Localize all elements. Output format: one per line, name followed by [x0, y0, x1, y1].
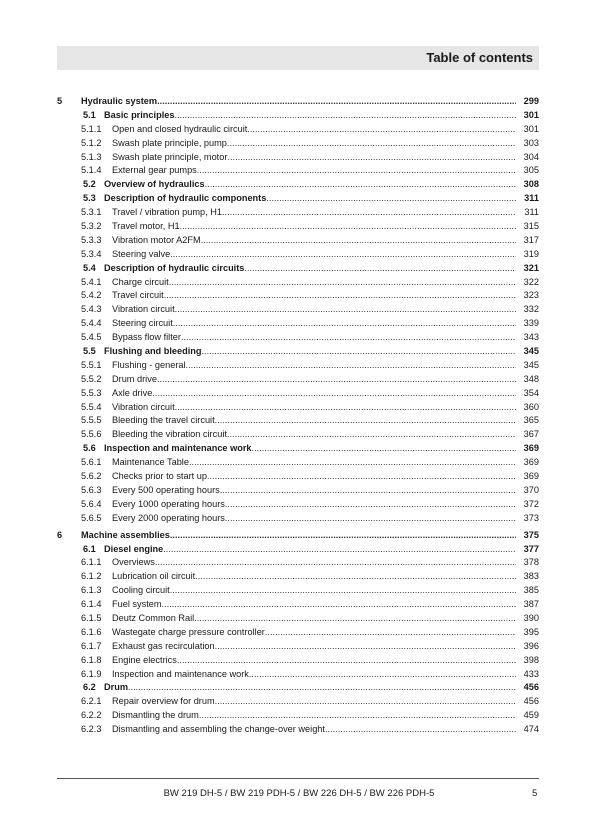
toc-entry[interactable]	[57, 484, 539, 498]
toc-leader-dots	[225, 512, 516, 526]
toc-entry[interactable]	[57, 442, 539, 456]
toc-entry[interactable]	[57, 331, 539, 345]
toc-entry-title-wrap	[112, 276, 516, 290]
toc-leader-dots	[215, 640, 516, 654]
toc-entry[interactable]	[57, 303, 539, 317]
toc-entry-page: 317	[523, 234, 539, 245]
toc-entry-title: Flushing - general	[112, 359, 186, 370]
toc-entry[interactable]	[57, 709, 539, 723]
toc-entry-title: Bypass flow filter	[112, 332, 181, 343]
toc-leader-dots	[175, 303, 516, 317]
toc-leader-dots	[325, 723, 516, 737]
toc-leader-dots	[157, 95, 516, 109]
toc-entry[interactable]	[57, 456, 539, 470]
toc-entry-number: 5.6.2	[81, 471, 102, 482]
toc-entry-page: 369	[523, 443, 539, 454]
toc-leader-dots	[163, 543, 516, 557]
toc-entry-number: 5.4.4	[81, 318, 102, 329]
toc-entry-number: 5.3	[83, 193, 96, 204]
toc-entry[interactable]	[57, 95, 539, 109]
toc-entry-title: Travel motor, H1	[112, 221, 180, 232]
toc-entry-title-wrap	[112, 373, 516, 387]
toc-entry-number: 5.5.4	[81, 401, 102, 412]
toc-entry-title-wrap	[112, 317, 516, 331]
toc-leader-dots	[162, 598, 516, 612]
toc-leader-dots	[174, 109, 516, 123]
toc-entry-title: Overviews	[112, 557, 155, 568]
toc-entry-title-wrap	[112, 668, 516, 682]
toc-entry-number: 5.4.2	[81, 290, 102, 301]
toc-entry-number: 6.1.4	[81, 599, 102, 610]
toc-entry-page: 311	[524, 207, 539, 218]
toc-leader-dots	[265, 626, 516, 640]
toc-entry-title: Swash plate principle, pump	[112, 137, 227, 148]
toc-entry-number: 5.5.2	[81, 373, 102, 384]
toc-entry[interactable]	[57, 695, 539, 709]
toc-entry-number: 5.5.1	[81, 359, 102, 370]
toc-entry-page: 377	[523, 543, 539, 554]
toc-entry[interactable]	[57, 498, 539, 512]
toc-entry-number: 6.2.1	[81, 696, 102, 707]
toc-entry-title: Cooling circuit	[112, 585, 170, 596]
toc-leader-dots	[180, 220, 516, 234]
footer-models: BW 219 DH-5 / BW 219 PDH-5 / BW 226 DH-5 / BW 226 PDH-5	[163, 788, 435, 799]
footer-page-number: 5	[532, 788, 538, 799]
toc-entry-number: 5.3.1	[81, 207, 102, 218]
toc-entry-title: Repair overview for drum	[112, 696, 215, 707]
toc-entry[interactable]	[57, 345, 539, 359]
toc-entry-title-wrap	[112, 137, 516, 151]
toc-entry-title-wrap	[104, 178, 516, 192]
toc-entry-title-wrap	[104, 109, 516, 123]
toc-entry-number: 6	[57, 529, 63, 540]
toc-entry[interactable]	[57, 373, 539, 387]
toc-entry-page: 390	[523, 612, 539, 623]
toc-entry-title: Bleeding the vibration circuit	[112, 429, 227, 440]
toc-entry[interactable]	[57, 359, 539, 373]
toc-entry-page: 319	[523, 248, 539, 259]
toc-entry-title-wrap	[81, 95, 516, 109]
toc-entry-title-wrap	[112, 598, 516, 612]
toc-leader-dots	[249, 668, 516, 682]
toc-entry-number: 5.2	[83, 179, 96, 190]
toc-entry-title-wrap	[112, 164, 516, 178]
toc-entry-title: Vibration motor A2FM	[112, 234, 201, 245]
toc-entry-number: 5.4	[83, 262, 96, 273]
toc-entry-page: 396	[523, 640, 539, 651]
header-bar	[57, 46, 539, 70]
toc-entry-title-wrap	[112, 640, 516, 654]
toc-entry-number: 6.1	[83, 543, 96, 554]
toc-entry-page: 360	[523, 401, 539, 412]
toc-entry-number: 5.5.3	[81, 387, 102, 398]
toc-entry-page: 433	[523, 668, 539, 679]
toc-entry-title-wrap	[112, 220, 516, 234]
toc-entry[interactable]	[57, 584, 539, 598]
toc-entry-page: 339	[523, 318, 539, 329]
toc-entry-page: 301	[523, 123, 539, 134]
toc-leader-dots	[252, 442, 516, 456]
toc-entry-page: 308	[523, 179, 539, 190]
toc-leader-dots	[222, 206, 516, 220]
toc-leader-dots	[220, 484, 516, 498]
toc-entry[interactable]	[57, 401, 539, 415]
toc-leader-dots	[186, 359, 516, 373]
toc-entry-number: 6.2.2	[81, 710, 102, 721]
toc-entry-page: 303	[523, 137, 539, 148]
toc-entry-title-wrap	[104, 543, 516, 557]
toc-entry-number: 6.1.5	[81, 612, 102, 623]
toc-entry-title-wrap	[104, 262, 516, 276]
toc-leader-dots	[227, 151, 516, 165]
toc-entry-title: Dismantling and assembling the change-over weight	[112, 724, 325, 735]
toc-entry-title: Travel circuit	[112, 290, 164, 301]
toc-leader-dots	[225, 498, 516, 512]
toc-entry[interactable]	[57, 387, 539, 401]
toc-leader-dots	[170, 248, 516, 262]
toc-entry-title: Wastegate charge pressure controller	[112, 626, 265, 637]
toc-entry-page: 332	[523, 304, 539, 315]
toc-leader-dots	[177, 654, 516, 668]
toc-entry[interactable]	[57, 289, 539, 303]
toc-leader-dots	[202, 345, 517, 359]
toc-entry-page: 321	[523, 262, 539, 273]
toc-entry-page: 348	[523, 373, 539, 384]
toc-leader-dots	[152, 387, 516, 401]
toc-entry-number: 6.1.7	[81, 640, 102, 651]
toc-entry-title: Drum drive	[112, 373, 157, 384]
toc-entry-number: 5.6.4	[81, 498, 102, 509]
toc-entry[interactable]	[57, 570, 539, 584]
toc-entry-number: 5.5	[83, 346, 96, 357]
toc-entry-title: Lubrication oil circuit	[112, 571, 196, 582]
toc-entry-title-wrap	[112, 626, 516, 640]
toc-leader-dots	[201, 234, 516, 248]
toc-leader-dots	[215, 695, 516, 709]
toc-entry-number: 5.1.3	[81, 151, 102, 162]
toc-entry[interactable]	[57, 626, 539, 640]
toc-entry-title-wrap	[112, 303, 516, 317]
toc-entry-number: 5.6.3	[81, 484, 102, 495]
toc-entry[interactable]	[57, 234, 539, 248]
toc-leader-dots	[157, 373, 516, 387]
toc-leader-dots	[199, 709, 516, 723]
toc-entry-title-wrap	[112, 456, 516, 470]
toc-entry[interactable]	[57, 612, 539, 626]
toc-leader-dots	[189, 456, 516, 470]
toc-entry-title: Checks prior to start up	[112, 471, 207, 482]
toc-entry[interactable]	[57, 109, 539, 123]
toc-entry-title-wrap	[112, 206, 516, 220]
toc-leader-dots	[266, 192, 516, 206]
toc-leader-dots	[170, 584, 516, 598]
toc-entry-number: 5	[57, 96, 63, 106]
toc-entry-number: 6.1.1	[81, 557, 102, 568]
toc-entry[interactable]	[57, 543, 539, 557]
toc-entry-number: 5.1.2	[81, 137, 102, 148]
toc-entry-title: Steering circuit	[112, 318, 173, 329]
toc-entry-number: 6.1.3	[81, 585, 102, 596]
toc-entry[interactable]	[57, 668, 539, 682]
toc-entry-page: 304	[523, 151, 539, 162]
toc-leader-dots	[197, 164, 516, 178]
toc-entry-title-wrap	[112, 498, 516, 512]
toc-entry[interactable]	[57, 248, 539, 262]
toc-entry-title-wrap	[112, 428, 516, 442]
toc-entry[interactable]	[57, 317, 539, 331]
toc-entry-number: 6.2.3	[81, 724, 102, 735]
toc-entry-title: Steering valve	[112, 248, 171, 259]
toc-entry[interactable]	[57, 164, 539, 178]
toc-entry[interactable]	[57, 276, 539, 290]
toc-entry-title-wrap	[112, 470, 516, 484]
toc-leader-dots	[207, 470, 516, 484]
toc-entry-title-wrap	[112, 331, 516, 345]
toc-entry-title-wrap	[112, 723, 516, 737]
toc-entry-page: 323	[523, 290, 539, 301]
toc-entry[interactable]	[57, 640, 539, 654]
toc-entry[interactable]	[57, 723, 539, 737]
toc-entry[interactable]	[57, 654, 539, 668]
toc-entry-title: Vibration circuit	[112, 304, 175, 315]
toc-entry-page: 369	[523, 471, 539, 482]
toc-entry-title: Axle drive	[112, 387, 153, 398]
toc-entry-number: 5.4.5	[81, 332, 102, 343]
toc-entry[interactable]	[57, 681, 539, 695]
toc-entry-title: Drum	[104, 682, 128, 693]
toc-entry[interactable]	[57, 192, 539, 206]
toc-leader-dots	[169, 276, 516, 290]
toc-entry[interactable]	[57, 556, 539, 570]
toc-entry-title-wrap	[104, 681, 516, 695]
toc-entry-number: 5.4.3	[81, 304, 102, 315]
toc-entry-title: Description of hydraulic circuits	[104, 262, 245, 273]
toc-entry-title: Overview of hydraulics	[104, 179, 205, 190]
toc-entry-page: 354	[523, 387, 539, 398]
toc-entry-title: Maintenance Table	[112, 457, 189, 468]
toc-entry[interactable]	[57, 123, 539, 137]
toc-entry-page: 345	[523, 346, 539, 357]
toc-leader-dots	[181, 331, 516, 345]
toc-entry-page: 474	[523, 724, 539, 735]
toc-entry-title-wrap	[112, 414, 516, 428]
toc-entry-title-wrap	[112, 584, 516, 598]
toc-entry-title-wrap	[104, 442, 516, 456]
toc-entry-page: 373	[523, 512, 539, 523]
toc-entry-page: 459	[523, 710, 539, 721]
toc-entry-page: 301	[523, 109, 539, 120]
toc-entry-page: 305	[523, 165, 539, 176]
toc-leader-dots	[170, 529, 516, 543]
toc-entry[interactable]	[57, 137, 539, 151]
toc-entry-number: 5.6.5	[81, 512, 102, 523]
toc-leader-dots	[164, 289, 516, 303]
toc-entry-title: Machine assemblies	[81, 529, 170, 540]
toc-entry-number: 5.6	[83, 443, 96, 454]
toc-entry-title: Travel / vibration pump, H1	[112, 207, 222, 218]
toc-entry-number: 5.1.4	[81, 165, 102, 176]
toc-entry-title-wrap	[112, 123, 516, 137]
toc-leader-dots	[244, 262, 516, 276]
toc-entry-title: Open and closed hydraulic circuit	[112, 123, 248, 134]
toc-leader-dots	[194, 612, 516, 626]
toc-entry-title: Hydraulic system	[81, 96, 158, 106]
toc-entry-number: 6.1.6	[81, 626, 102, 637]
toc-entry-number: 6.2	[83, 682, 96, 693]
toc-entry-number: 5.3.4	[81, 248, 102, 259]
toc-entry-title-wrap	[112, 484, 516, 498]
toc-entry-title-wrap	[112, 512, 516, 526]
toc-entry-number: 5.3.2	[81, 221, 102, 232]
toc-entry-page: 456	[523, 682, 539, 693]
toc-entry-page: 398	[523, 654, 539, 665]
toc-entry[interactable]	[57, 178, 539, 192]
toc-entry-title: Every 1000 operating hours	[112, 498, 225, 509]
toc-entry-title: External gear pumps	[112, 165, 197, 176]
toc-leader-dots	[173, 317, 516, 331]
toc-entry-number: 6.1.9	[81, 668, 102, 679]
toc-entry-page: 322	[523, 276, 539, 287]
toc-entry-title: Flushing and bleeding	[104, 346, 202, 357]
toc-leader-dots	[128, 681, 516, 695]
toc-entry-title: Inspection and maintenance work	[104, 443, 252, 454]
toc-entry-page: 365	[523, 415, 539, 426]
toc-entry-title-wrap	[81, 529, 516, 543]
footer-divider	[57, 778, 539, 779]
toc-leader-dots	[227, 428, 516, 442]
toc-entry-title: Description of hydraulic components	[104, 193, 267, 204]
toc-leader-dots	[195, 570, 516, 584]
toc-entry-title-wrap	[112, 359, 516, 373]
toc-leader-dots	[247, 123, 516, 137]
page-title: Table of contents	[426, 50, 533, 65]
toc-entry[interactable]	[57, 529, 539, 543]
toc-entry-title: Inspection and maintenance work	[112, 668, 249, 679]
toc-entry-title-wrap	[112, 556, 516, 570]
toc-entry-title-wrap	[104, 192, 516, 206]
toc-entry-title-wrap	[112, 570, 516, 584]
toc-entry-title: Fuel system	[112, 599, 162, 610]
toc-entry-page: 372	[523, 498, 539, 509]
toc-entry[interactable]	[57, 151, 539, 165]
toc-entry-number: 5.5.5	[81, 415, 102, 426]
toc-entry-number: 5.6.1	[81, 457, 102, 468]
toc-entry-number: 5.3.3	[81, 234, 102, 245]
toc-entry-number: 6.1.2	[81, 571, 102, 582]
toc-entry-title: Exhaust gas recirculation	[112, 640, 215, 651]
toc-entry-title-wrap	[112, 234, 516, 248]
toc-leader-dots	[155, 556, 516, 570]
toc-entry-title: Deutz Common Rail	[112, 612, 195, 623]
toc-entry[interactable]	[57, 414, 539, 428]
toc-entry-page: 456	[523, 696, 539, 707]
toc-entry-page: 367	[523, 429, 539, 440]
toc-entry-title-wrap	[112, 612, 516, 626]
toc-leader-dots	[175, 401, 516, 415]
toc-entry-page: 345	[523, 359, 539, 370]
toc-entry-title-wrap	[112, 387, 516, 401]
toc-entry[interactable]	[57, 512, 539, 526]
toc-entry-title-wrap	[112, 151, 516, 165]
toc-entry-title: Engine electrics	[112, 654, 177, 665]
toc-entry-page: 383	[523, 571, 539, 582]
toc-entry-title: Every 2000 operating hours	[112, 512, 225, 523]
toc-leader-dots	[205, 178, 516, 192]
toc-entry-title-wrap	[112, 248, 516, 262]
toc-entry-page: 378	[523, 557, 539, 568]
toc-entry-page: 369	[523, 457, 539, 468]
table-of-contents	[57, 95, 539, 737]
toc-entry-page: 387	[523, 599, 539, 610]
toc-entry-title-wrap	[112, 289, 516, 303]
toc-entry-page: 385	[523, 585, 539, 596]
toc-entry[interactable]	[57, 598, 539, 612]
toc-entry-title-wrap	[112, 695, 516, 709]
toc-entry-title: Basic principles	[104, 109, 175, 120]
toc-entry-page: 299	[523, 96, 539, 106]
toc-leader-dots	[227, 137, 516, 151]
toc-entry-title: Diesel engine	[104, 543, 164, 554]
toc-entry-page: 370	[523, 484, 539, 495]
toc-leader-dots	[215, 414, 516, 428]
toc-entry-page: 311	[524, 193, 539, 204]
toc-entry-page: 315	[523, 221, 539, 232]
toc-entry-title: Every 500 operating hours	[112, 484, 220, 495]
toc-entry[interactable]	[57, 262, 539, 276]
toc-entry[interactable]	[57, 428, 539, 442]
toc-entry-number: 5.1.1	[81, 123, 102, 134]
toc-entry-title: Swash plate principle, motor	[112, 151, 228, 162]
toc-entry-number: 6.1.8	[81, 654, 102, 665]
toc-entry-title: Charge circuit	[112, 276, 169, 287]
toc-entry[interactable]	[57, 220, 539, 234]
toc-entry[interactable]	[57, 470, 539, 484]
toc-entry-title-wrap	[112, 709, 516, 723]
toc-entry-number: 5.1	[83, 109, 96, 120]
toc-entry-title-wrap	[112, 401, 516, 415]
toc-entry-number: 5.5.6	[81, 429, 102, 440]
toc-entry-title: Bleeding the travel circuit	[112, 415, 215, 426]
toc-entry-title-wrap	[112, 654, 516, 668]
toc-entry-title-wrap	[104, 345, 516, 359]
toc-entry[interactable]	[57, 206, 539, 220]
toc-entry-title: Vibration circuit	[112, 401, 175, 412]
toc-entry-page: 343	[523, 332, 539, 343]
toc-entry-page: 395	[523, 626, 539, 637]
toc-entry-page: 375	[523, 529, 539, 540]
toc-entry-number: 5.4.1	[81, 276, 102, 287]
toc-entry-title: Dismantling the drum	[112, 710, 199, 721]
